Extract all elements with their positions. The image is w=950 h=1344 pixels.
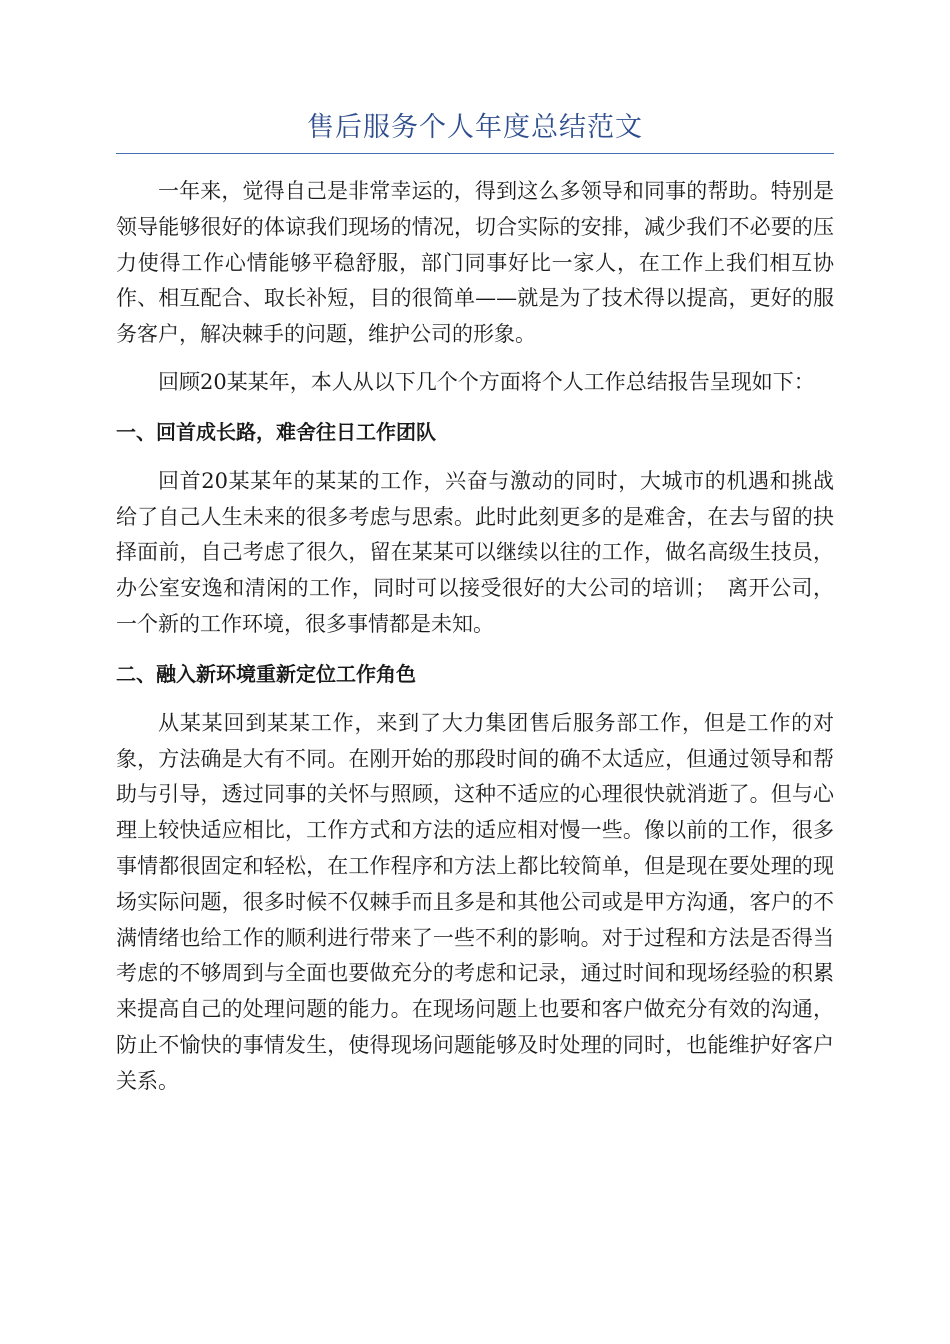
- section-heading-2: 二、融入新环境重新定位工作角色: [116, 661, 416, 686]
- document-page: [116, 108, 834, 1100]
- paragraph-section-2: 从某某回到某某工作，来到了大力集团售后服务部工作，但是工作的对象，方法确是大有不同。在刚开始的那段时间的确不太适应，但通过领导和帮助与引导，透过同事的关怀与照顾，这种不适应的心理很快就消逝了。但与心理上较快适应相比，工作方式和方法的适应相对慢一些。像以前的工作，很多事情都很固定和轻松，在工作程序和方法上都比较简单，但是现在要处理的现场实际问题，很多时候不仅棘手而且多是和其他公司或是甲方沟通，客户的不满情绪也给工作的顺利进行带来了一些不利的影响。对于过程和方法是否得当考虑的不够周到与全面也要做充分的考虑和记录，通过时间和现场经验的积累来提高自己的处理问题的能力。在现场问题上也要和客户做充分有效的沟通，防止不愉快的事情发生，使得现场问题能够及时处理的同时，也能维护好客户关系。: [116, 710, 834, 1093]
- paragraph-intro: 一年来，觉得自己是非常幸运的，得到这么多领导和同事的帮助。特别是领导能够很好的体谅我们现场的情况，切合实际的安排，减少我们不必要的压力使得工作心情能够平稳舒服，部门同事好比一家人，在工作上我们相互协作、相互配合、取长补短，目的很简单——就是为了技术得以提高，更好的服务客户，解决棘手的问题，维护公司的形象。: [116, 179, 834, 347]
- paragraph-section-1: 回首20某某年的某某的工作，兴奋与激动的同时，大城市的机遇和挑战给了自己人生未来的很多考虑与思索。此时此刻更多的是难舍，在去与留的抉择面前，自己考虑了很久，留在某某可以继续以往的工作，做名高级生技员，办公室安逸和清闲的工作，同时可以接受很好的大公司的培训； 离开公司，一个新的工作环境，很多事情都是未知。: [116, 468, 834, 636]
- section-heading-1: 一、回首成长路，难舍往日工作团队: [116, 419, 436, 444]
- document-title: 售后服务个人年度总结范文: [116, 108, 834, 154]
- paragraph-review: 回顾20某某年，本人从以下几个个方面将个人工作总结报告呈现如下：: [158, 369, 815, 394]
